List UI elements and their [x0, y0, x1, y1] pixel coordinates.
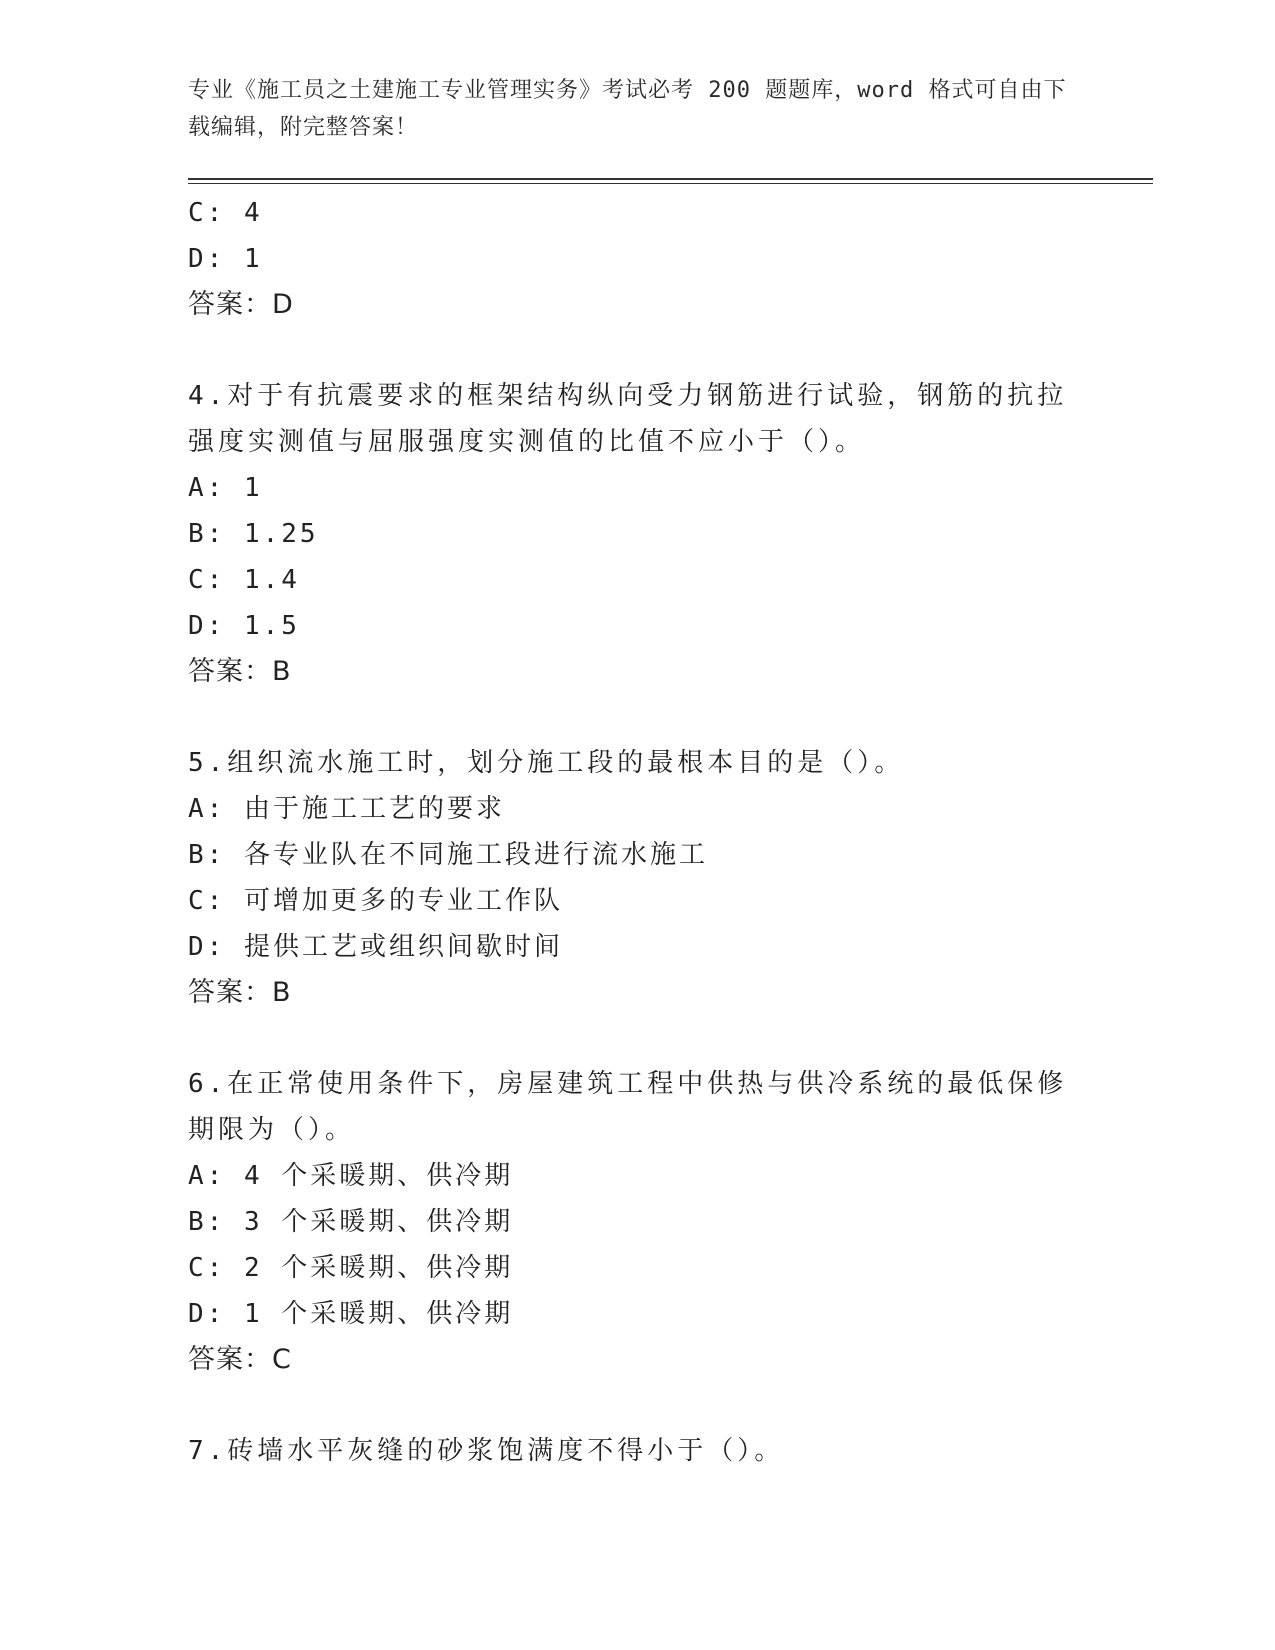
answer: 答案：C	[188, 1344, 292, 1375]
header-rule-thick	[188, 178, 1153, 180]
option-b: B: 1.25	[188, 519, 319, 549]
question-text: 5.组织流水施工时，划分施工段的最根本目的是（）。	[188, 748, 905, 778]
option-d: D: 1	[188, 244, 263, 274]
question-body	[188, 190, 1068, 1474]
question-text: 7.砖墙水平灰缝的砂浆饱满度不得小于（）。	[188, 1436, 785, 1466]
option-a: A: 由于施工工艺的要求	[188, 794, 505, 824]
answer: 答案：B	[188, 656, 292, 687]
answer: 答案：D	[188, 289, 294, 320]
option-b: B: 各专业队在不同施工段进行流水施工	[188, 840, 708, 870]
option-c: C: 2 个采暖期、供冷期	[188, 1253, 514, 1283]
option-a: A: 4 个采暖期、供冷期	[188, 1161, 514, 1191]
question-text: 4.对于有抗震要求的框架结构纵向受力钢筋进行试验，钢筋的抗拉强度实测值与屈服强度实测值的比值不应小于（）。	[188, 381, 1068, 457]
option-d: D: 提供工艺或组织间歇时间	[188, 932, 563, 962]
header-rule-thin	[188, 183, 1153, 184]
option-c: C: 4	[188, 198, 263, 228]
option-b: B: 3 个采暖期、供冷期	[188, 1207, 514, 1237]
document-header: 专业《施工员之土建施工专业管理实务》考试必考 200 题题库，word 格式可自由下载编辑，附完整答案！	[188, 78, 1067, 140]
question-text: 6.在正常使用条件下，房屋建筑工程中供热与供冷系统的最低保修期限为（）。	[188, 1069, 1068, 1145]
option-c: C: 1.4	[188, 565, 300, 595]
option-d: D: 1 个采暖期、供冷期	[188, 1299, 514, 1329]
option-c: C: 可增加更多的专业工作队	[188, 886, 563, 916]
option-a: A: 1	[188, 473, 263, 503]
answer: 答案：B	[188, 977, 292, 1008]
option-d: D: 1.5	[188, 611, 300, 641]
